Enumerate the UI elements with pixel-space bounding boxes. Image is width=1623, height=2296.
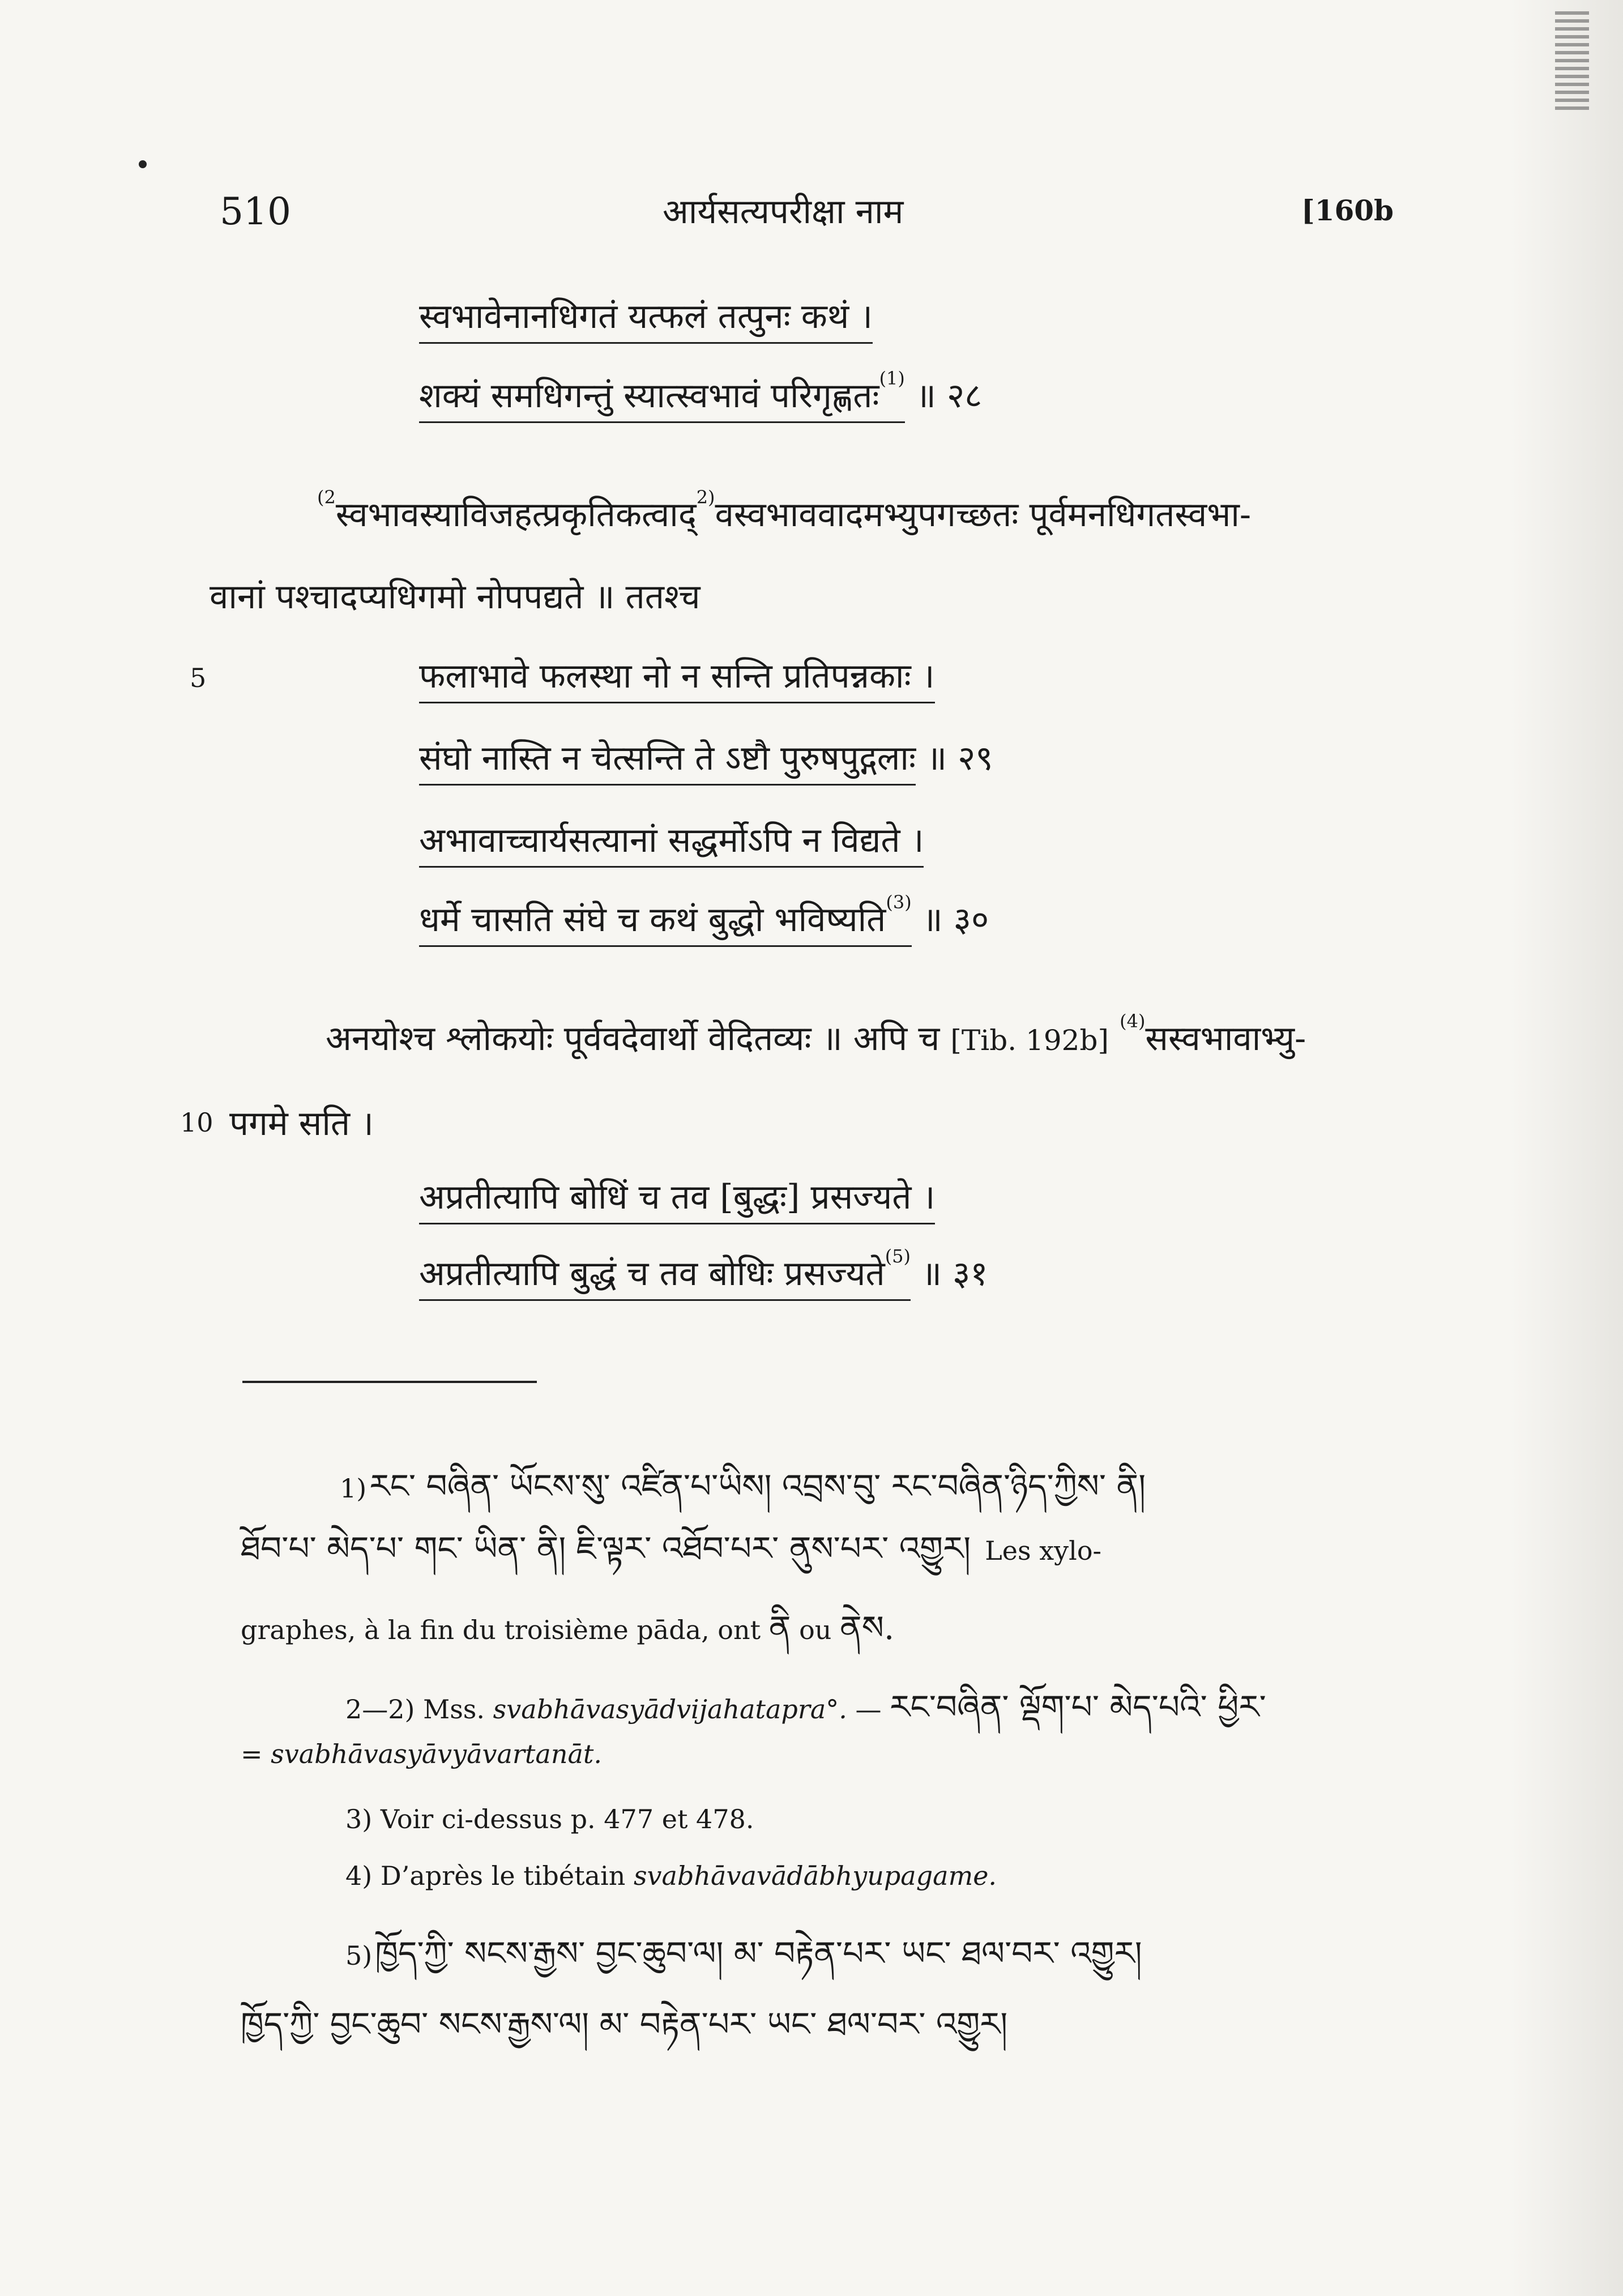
running-title: आर्यसत्यपरीक्षा नाम (663, 192, 904, 232)
footnote-5-tibetan-1: ཁྱོད་ཀྱི་ སངས་རྒྱས་ བྱང་ཆུབ་ལ། མ་ བརྟེན་པར་ ཡང་ ཐལ་བར་ འགྱུར། (375, 1934, 1142, 1973)
scan-edge-mark (1555, 11, 1589, 113)
verse-number-31: ॥ ३१ (921, 1254, 988, 1294)
note-mark-4: (4) (1120, 1010, 1146, 1032)
verse-31-line-1: अप्रतीत्यापि बोधिं च तव [बुद्धः] प्रसज्यते । (419, 1172, 935, 1219)
prose-1-line-2: वानां पश्चादप्यधिगमो नोपपद्यते ॥ ततश्च (210, 577, 701, 617)
tibetan-folio-ref: [Tib. 192b] (950, 1024, 1109, 1057)
footnote-1-french-1: Les xylo- (985, 1535, 1102, 1566)
note-mark-3: (3) (886, 891, 912, 913)
footnote-2-line-2: = svabhāvasyāvyāvartanāt. (241, 1739, 602, 1769)
line-number-10: 10 (180, 1107, 213, 1138)
footnote-1-tibetan-2: ཐོབ་པ་ མེད་པ་ གང་ ཡིན་ ནི། ཇི་ལྟར་ འཐོབ་པར་ ནུས་པར་ འགྱུར། (241, 1529, 971, 1568)
footnote-1-tibetan-b: ནེས. (840, 1608, 895, 1647)
folio-reference: [160b (1301, 194, 1394, 227)
footnote-1-line-2 (241, 1512, 1101, 1604)
footnote-1-tibetan-a: ནི (768, 1608, 791, 1647)
footnote-1-tibetan-1: རང་ བཞིན་ ཡོངས་སུ་ འཛིན་པ་ཡིས། འབྲས་བུ་ རང་བཞིན་ཉིད་ཀྱིས་ ནི། (369, 1467, 1146, 1505)
verse-number-29: ॥ २९ (926, 739, 993, 778)
footnote-2-tibetan: རང་བཞིན་ ལྡོག་པ་ མེད་པའི་ ཕྱིར་ (890, 1688, 1266, 1726)
footnote-1-line-3: graphes, à la fin du troisième pāda, ont ནི ou ནེས. (241, 1608, 895, 1647)
prose-1-line-1: $^{(2}$स्वभावस्याविजहत्प्रकृतिकत्वाद्$^{2)}$वस्वभाववादमभ्युपगच्छतः पूर्वमनधिगतस्वभा- (317, 486, 1252, 535)
footnote-4: 4) D’après le tibétain svabhāvavādābhyupagame. (345, 1860, 997, 1891)
verse-30-line-2-text: धर्मे चासति संघे च कथं बुद्धो भविष्यति$^{(3)}$ (419, 900, 912, 947)
verse-28-line-2 (419, 368, 983, 417)
verse-30-line-1: अभावाच्चार्यसत्यानां सद्धर्मोऽपि न विद्यते । (419, 816, 924, 862)
ink-dot (139, 160, 147, 168)
footnote-5-tibetan-2: ཁྱོད་ཀྱི་ བྱང་ཆུབ་ སངས་རྒྱས་ལ། མ་ བརྟེན་པར་ ཡང་ ཐལ་བར་ འགྱུར། (241, 2005, 1008, 2043)
footnote-5-line-2 (241, 1988, 1007, 2080)
page-edge-shadow (1510, 0, 1623, 2296)
verse-31-line-2 (419, 1245, 988, 1295)
footnote-1-marker: 1) (340, 1473, 367, 1504)
verse-31-line-2-text: अप्रतीत्यापि बुद्धं च तव बोधिः प्रसज्यते$^{(5)}$ (419, 1254, 911, 1301)
footnote-3: 3) Voir ci-dessus p. 477 et 478. (345, 1804, 754, 1834)
verse-number-30: ॥ ३० (922, 900, 989, 940)
prose-2-line-1: अनयोश्च श्लोकयोः पूर्ववदेवार्थो वेदितव्यः ॥ अपि च [Tib. 192b] $^{(4)}$सस्वभावाभ्यु- (326, 1010, 1306, 1059)
page-number: 510 (220, 190, 291, 233)
footnote-rule (242, 1381, 537, 1383)
prose-2-line-2: पगमे सति । (229, 1104, 374, 1143)
note-mark-5: (5) (885, 1245, 911, 1267)
footnote-5-marker: 5) (345, 1940, 373, 1971)
note-mark-1: (1) (879, 368, 905, 389)
verse-30-line-2 (419, 891, 989, 941)
verse-29-line-2: संघो नास्ति न चेत्सन्ति ते ऽष्टौ पुरुषपुद्गलाः ॥ २९ (419, 733, 993, 780)
footnote-2-line-1: 2—2) Mss. svabhāvasyādvijahatapra°. — རང་བཞིན་ ལྡོག་པ་ མེད་པའི་ ཕྱིར་ (345, 1688, 1266, 1726)
verse-28-line-2-text: शक्यं समधिगन्तुं स्यात्स्वभावं परिगृह्णतः$^{(1)}$ (419, 376, 905, 423)
verse-29-line-1: फलाभावे फलस्था नो न सन्ति प्रतिपन्नकाः । (419, 651, 935, 698)
verse-28-line-1: स्वभावेनानधिगतं यत्फलं तत्पुनः कथं । (419, 292, 873, 338)
line-number-5: 5 (190, 663, 207, 693)
note-mark-2-close: 2) (696, 486, 715, 508)
verse-number-28: ॥ २८ (915, 376, 983, 416)
note-mark-2-open: (2 (317, 486, 336, 508)
